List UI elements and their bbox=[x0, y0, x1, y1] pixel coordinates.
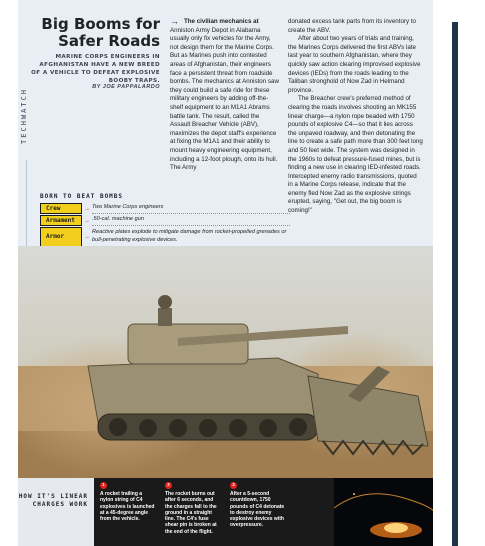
spec-row-armor bbox=[40, 227, 290, 247]
how-it-works-steps bbox=[94, 478, 334, 546]
body-column-1 bbox=[170, 18, 280, 173]
column-1-text: Anniston Army Depot in Alabama usually only fix vehicles for the Army, not design them for the Marine Corps. But as Marines push into contested areas of Afghanistan, their engineers face a persistent threat from roadside bombs. The mechanics at Anniston saw they could build a safe ride for these military engineers by adding off-the-shelf equipment to an M1A1 Abrams battle tank. The result, called the Assault Breacher Vehicle (ABV), maximizes the depot staff's experience at fixing the M1A1 and their ability to mount heavy engineering equipment, including a 12-foot plough, onto its hull. The Army bbox=[170, 26, 279, 172]
spec-row-crew bbox=[40, 203, 290, 214]
arrow-right-icon: → bbox=[84, 234, 90, 240]
arrow-right-icon: → bbox=[84, 217, 90, 224]
step-number: 2 bbox=[165, 482, 172, 489]
explosion-illustration bbox=[334, 478, 433, 546]
vehicle-illustration bbox=[18, 246, 433, 478]
explosion-photo bbox=[334, 478, 433, 546]
spec-key: Armament bbox=[40, 215, 82, 226]
body-column-2 bbox=[288, 18, 423, 216]
article-deck: MARINE CORPS ENGINEERS IN AFGHANISTAN HAVE A NEW BREED OF A VEHICLE TO DEFEAT EXPLOSIVE BOOBY TRAPS. bbox=[31, 54, 160, 84]
step-3 bbox=[224, 478, 289, 546]
spec-key: Crew bbox=[40, 203, 82, 214]
article-title bbox=[40, 16, 160, 50]
spec-key: Armor bbox=[40, 227, 82, 247]
step-text: A rocket trailing a nylon string of C4 explosives is launched at a 45-degree angle from the vehicle. bbox=[100, 491, 155, 523]
arrow-right-icon: → bbox=[170, 16, 179, 26]
spec-value: .50-cal. machine gun bbox=[92, 215, 290, 226]
step-number: 3 bbox=[230, 482, 237, 489]
column-2-paragraph-2: After about two years of trials and training, the Marines Corps delivered the first ABVs late last year to southern Afghanistan, where they quickly saw action clearing improvised explosive devices (IEDs) from the roads leading to the Taliban stronghold of Now Zad in Helmand province. bbox=[288, 35, 421, 94]
section-tag: TECHWATCH bbox=[20, 88, 28, 144]
arrow-right-icon: → bbox=[84, 205, 90, 212]
column-2-paragraph-1: donated excess tank parts from its inventory to create the ABV. bbox=[288, 18, 416, 34]
page-edge-rule bbox=[452, 22, 458, 546]
how-it-works-label: HOW IT'S LINEAR CHARGES WORK bbox=[18, 493, 88, 508]
step-text: After a 5-second countdown, 1750 pounds of C4 detonate to destroy enemy explosive devices with overpressure. bbox=[230, 491, 285, 529]
article-byline: BY JOE PAPPALARDO bbox=[92, 84, 160, 90]
spec-value: Two Marine Corps engineers bbox=[92, 203, 290, 214]
specs-title: BORN TO BEAT BOMBS bbox=[40, 193, 124, 200]
breacher-vehicle-photo bbox=[18, 246, 433, 478]
spec-value: Reactive plates explode to mitigate damage from rocket-propelled grenades or bull-penetrating explosive devices. bbox=[92, 227, 290, 247]
step-number: 1 bbox=[100, 482, 107, 489]
step-1 bbox=[94, 478, 159, 546]
column-2-paragraph-3: The Breacher crew's preferred method of clearing the roads involves shooting an MK155 linear charge—a nylon rope beaded with 1750 pounds of explosive C4—so that it lies across the unpaved roadway, and then detonating the line to create a safe path more than 300 feet long and 50 feet wide. The system was designed in the 1960s to defeat pressure-fused mines, but is finding a new use in clearing IED-infested roads. Intercepted enemy radio transmissions, quoted in a Marine Corps release, indicate that the enemy fled Now Zad as the explosive strings erupted, saying, "Get out, the big boom is coming!" bbox=[288, 95, 423, 215]
step-2 bbox=[159, 478, 224, 546]
step-text: The rocket burns out after 6 seconds, and the charges fall to the ground in a straight line. The C4's fuse shear pin is broken at the end of the flight. bbox=[165, 491, 217, 535]
title-line-1: Big Booms for bbox=[41, 15, 160, 33]
title-line-2: Safer Roads bbox=[58, 32, 160, 50]
lead-in: The civilian mechanics at bbox=[184, 18, 259, 25]
spec-row-armament bbox=[40, 215, 290, 226]
